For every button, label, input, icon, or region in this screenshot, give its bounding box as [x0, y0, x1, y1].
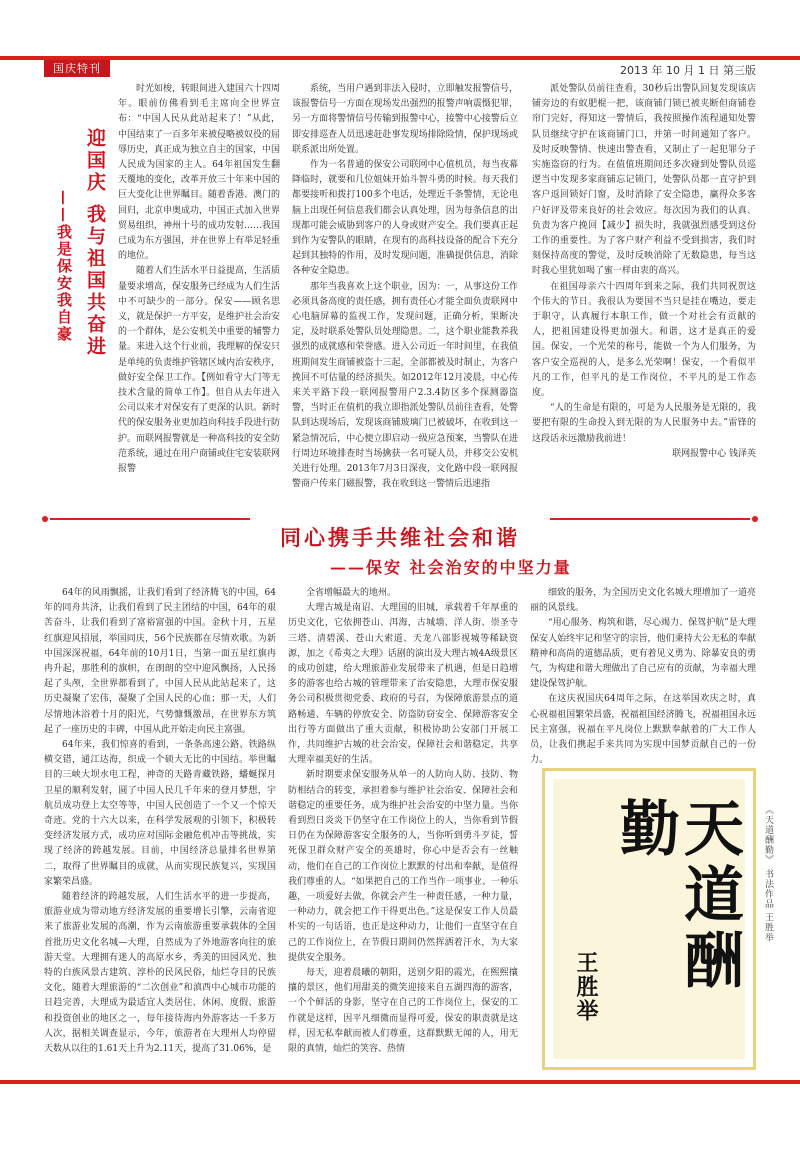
paragraph: 每天，迎着晨曦的朝阳，送别夕阳的霞光，在熙熙攘攘的景区，他们用甜美的微笑迎接来自五湖四海的游客，一个个鲜活的身影，坚守在自己的工作岗位上，保安的工作就是这样，因平凡细微而显得可爱，保安的职责就是这样，因无私奉献而被人们尊重，这群默默无闻的人，用无限的真情，灿烂的笑容、热情: [288, 968, 518, 1055]
calligraphy-text: 天道酬勤: [610, 797, 744, 995]
paragraph: 64年的风雨飘摇，让我们看到了经济腾飞的中国，64年的同舟共济，让我们看到了民主团结的中国，64年的艰苦奋斗，让我们看到了富裕富强的中国。金秋十月，五星红旗迎风招展，举国同庆，56个民族都在尽情欢歌。为新中国深深祝福，64年前的10月1日，当第一面五星红旗冉冉升起，那胜利的旗帜，在朗朗的空中迎风飘扬，人民扬起了头颅，全世界都看到了，中国人民从此站起来了，这历史凝聚了宏伟，凝聚了全国人民的心血；那一天，人们尽情地沐浴着十月的阳光，气势慷慨激昂，在世界东方筑起了一座历史的丰碑，中国从此开始走向民主富强。: [44, 588, 276, 735]
paragraph: 在祖国母亲六十四周年到来之际，我们共同祝贺这个伟大的节日。我很认为要国不当只是挂在嘴边，要走于职守，认真履行本职工作，做一个对社会有贡献的人，把祖国建设得更加强大。和谐，这才是真正的爱国。保安，一个光荣的称号，能做一个为人们服务，为客户安全巡视的人，是多么光荣啊！保安，一个看似平凡的工作，但平凡的是工作岗位，不平凡的是工作态度。: [532, 281, 756, 399]
paragraph: 64年来，我们惊喜的看到，一条条高速公路、铁路纵横交错，通江达海，织成一个硕大无比的中国结。举世瞩目的三峡大坝水电工程，神奇的天路青藏铁路，蟠蜒探月卫星的顺利发射，圆了中国人民几千年来的登月梦想，宇航员成功登上太空等等，中国人民创造了一个又一个惊天奇迹。党的十六大以来，在科学发展观的引领下，积极转变经济发展方式，成功应对国际金融危机冲击等挑战，实现了经济的跨越发展。目前，中国经济总量排名世界第二，取得了世界瞩目的成就，从而实现民族复兴，实现国家繁荣昌盛。: [44, 740, 276, 887]
paragraph: 随着人们生活水平日益提高，生活质量要求增高，保安服务已经成为人们生活中不可缺少的一部分。保安——顾名思义，就是保护一方平安，是维护社会治安的一个群体，是公安机关中重要的辅警力量。来进入这个行业前，我理解的保安只是单纯的负责维护管辖区域内治安秩序，做好安全保卫工作。【例如看守大门等无技术含量的简单工作】。但自从去年进入公司以来才对保安有了更深的认识。新时代的保安服务业更加趋向科技手段进行防护。而联网报警就是一种高科技的安全防范系统，通过在用户商铺或住宅安装联网报警: [118, 266, 281, 475]
header-rule: [0, 56, 800, 60]
article1-title: 迎国庆 我与祖国共奋进: [84, 128, 106, 358]
article1-col1: [118, 82, 281, 475]
calligraphy-frame: [542, 768, 756, 1070]
paragraph: 新时期要求保安服务从单一的人防向人防、技防、物防相结合的转变，承担着参与维护社会治安、保障社会和谐稳定的重要任务，成为维护社会治安的中坚力量。当你看到烈日炎炎下仍坚守在工作岗位上的人，当你看到节假日仍在为保障游客安全服务的人，当你听到勇斗歹徒，誓死保卫群众财产安全的英雄时，你心中是否会有一丝触动，他们在自己的工作岗位上默默的付出和奉献，是值得我们尊重的人。“如果把自己的工作当作一项事业、一种乐趣，一项爱好去做，你就会产生一种责任感，一种力量，一种动力，就会把工作干得更出色。”这是保安工作人员最朴实的一句话语，也正是这种动力，让他们一直坚守在自己的工作岗位上，在节假日期间仍然挥洒着汗水，为大家提供安全服务。: [288, 770, 518, 963]
article2-col3: [530, 586, 756, 766]
article2-col1: [44, 586, 276, 1072]
calligraphy-caption: 《天道酬勤》 书法作品 王胜举: [763, 805, 773, 943]
calligraphy-signature: 王胜举: [573, 951, 599, 1023]
paragraph: 派处警队员前往查看，30秒后出警队回复发现该店铺旁边的有蚁肥棍一把，该商铺门锁已被夹断但商铺卷帘门完好，得知这一警情后，我按照操作流程通知处警队员继续守护在该商铺门口，并第一时间通知了客户。及时反映警情、快速出警查看，又制止了一起犯罪分子实施盗窃的行为。在值值班期间还多次碰到处警队员巡逻当中发现多家商铺忘记锁门，处警队员都一直守护到客户返回锁好门窗，及时消除了安全隐患，赢得众多客户好评及带来良好的社会效应。每次因为我们的认真、负责为客户挽回【减少】损失时，我就强烈感受到这份工作的重要性。为了客户财产利益不受到损害，我们时刻保持高度的警觉，及时反映消除了无数隐患，每当这时我心里犹如喝了蜜一样由衷的高兴。: [532, 84, 756, 277]
paragraph: 随着经济的跨越发展，人们生活水平的进一步提高，旅游业成为带动地方经济发展的重要增长引擎，云南省迎来了旅游业发展的高潮，作为云南旅游重要承载体的全国首批历史文化名城—大理，自然成为了外地游客向往的旅游天堂。大理拥有迷人的高原水乡，秀美的田园风光、独特的白族风景古建筑、淳朴的民风民俗，灿烂夺目的民族文化，随着大理旅游的“二次创业”和滇西中心城市功能的日趋完善，大理成为最适宜人类居住、休闲、度假、旅游和投资创业的地区之一，每年接待海内外游客达一千多万人次，据相关调查显示，今年，旅游者在大理州人均停留天数从以往的1.61天上升为2.11天，提高了31.06%，是: [44, 892, 276, 1055]
article1-col2: [292, 82, 518, 490]
article2-subtitle: ——保安 社会治安的中坚力量: [330, 558, 572, 577]
paragraph: 在这庆祝国庆64周年之际，在这举国欢庆之时，真心祝福祖国繁荣昌盛，祝福祖国经济腾飞，祝福祖国永远民主富强，祝福在平凡岗位上默默奉献着的广大工作人员，让我们携起手来共同为实现中国梦贡献自己的一份力。: [530, 694, 756, 766]
paragraph: 那年当我喜欢上这个职业，因为：一，从事这份工作必须具备高度的责任感，拥有责任心才能全面负责联网中心电脑屏幕的监视工作，发现问题，正确分析，果断决定，及时联系处警队员处理隐患。二，这个职业能教养我强烈的成就感和荣誉感。进入公司近一年时间里，在我值班期间发生商铺被盗十三起，全部都被及时制止，为客户挽回不可估量的经济损失。如2012年12月凌晨，中心传来关平路下段一联网报警用户2.3.4防区多个探测器盗警，当时正在值机的我立即指派处警队员前往查看，处警队到达现场后，发现该商铺玻璃门已被破坏，在收到这一紧急情况后，中心便立即启动一级应急预案，当警队在进行周边环境排查时当场擒获一名可疑人员，并移交公安机关进行处理。2013年7月3日深夜，文化路中段一联网报警商户传来门磁报警，我在收到这一警情后迅速指: [292, 281, 518, 490]
article1-subtitle: ——我是保安我自豪: [55, 190, 73, 343]
article1-signature: 联网报警中心 钱泽英: [672, 448, 756, 459]
issue-date: 2013 年 10 月 1 日 第三版: [620, 64, 756, 77]
paragraph: 细致的服务，为全国历史文化名城大理增加了一道亮丽的风景线。: [530, 588, 756, 614]
paragraph: “人的生命是有限的，可是为人民服务是无限的，我要把有限的生命投入到无限的为人民服务中去。”雷锋的这段话永远激励我前进！: [532, 403, 756, 444]
footer-rule: [0, 1080, 800, 1084]
article1-col3: [532, 82, 756, 460]
paragraph: 大理古城是南诏、大理国的旧城，承载着千年厚重的历史文化，它依拥苍山、洱海，古城墙、洋人街、崇圣寺三塔、清碧溪、苍山大索道、天龙八部影视城等稀缺资源，加之《希夷之大理》话剧的演出及大理古城4A级景区的成功创建，给大理旅游业发展带来了机遇，但是日趋增多的游客也给古城的管理带来了治安隐患，大理市保安服务公司积极贯彻党委、政府的号召，为保障旅游景点的道路畅通、车辆的停放安全、防盗防窃安全、保障游客安全出行等方面做出了重大贡献，积极协助公安部门开展工作，共同维护古城的社会治安，保障社会和谐稳定，共享大理幸福美好的生活。: [288, 603, 518, 766]
divider-line: [50, 518, 250, 520]
paragraph: 作为一名普通的保安公司联网中心值机员，每当夜幕降临时，就要和几位姐妹开始斗智斗勇的时候。每天我们都要接听和拨打100多个电话，处理近千条警情，无论电脑上出现任何信息我们都会认真处理，因为每条信息的出现都可能会威胁到客户的人身或财产安全。我们要真正起到作为安警队的眼睛，在现有的高科技设备的配合下充分起到其独特的作用，及时发现问题，准确提供信息，消除各种安全隐患。: [292, 160, 518, 277]
article2-title: 同心携手共维社会和谐: [280, 525, 520, 550]
paragraph: 系统，当用户遇到非法入侵时，立即触发报警信号，该报警信号一方面在现场发出强烈的报警声响震慑犯罪，另一方面将警情信号传输到报警中心，接警中心接警后立即安排巡查人员迅速赶赴事发现场排除险情，保护现场或联系派出所处置。: [292, 84, 518, 155]
paragraph: 全省增幅最大的地州。: [306, 588, 397, 598]
divider-line: [550, 518, 750, 520]
paragraph: “用心服务、构筑和谐，尽心竭力、保驾护航”是大理保安人始终牢记和坚守的宗旨，他们秉持大公无私的奉献精神和高尚的道德品质，更有着见义勇为、除暴安良的勇气，为构建和谐大理做出了自己应有的贡献，为幸福大理建设保驾护航。: [530, 618, 756, 690]
article2-col2: [288, 586, 518, 1072]
paragraph: 时光如梭，转眼间进入建国六十四周年。眼前仿佛看到毛主席向全世界宣布：“中国人民从此站起来了！”从此，中国结束了一百多年来被侵略被奴役的屈辱历史，真正成为独立自主的国家，中国人民成为国家的主人。64年祖国发生翻天覆地的变化，改革开放三十年来中国的巨大变化让世界瞩目。随着香港、澳门的回归，北京申奥成功，中国正式加入世界贸易组织，神州十号的成功发射……我国已成为东方强国，并在世界上有举足轻重的地位。: [118, 84, 281, 262]
section-tag: 国庆特刊: [44, 60, 110, 77]
calligraphy-paper: [553, 779, 745, 1059]
